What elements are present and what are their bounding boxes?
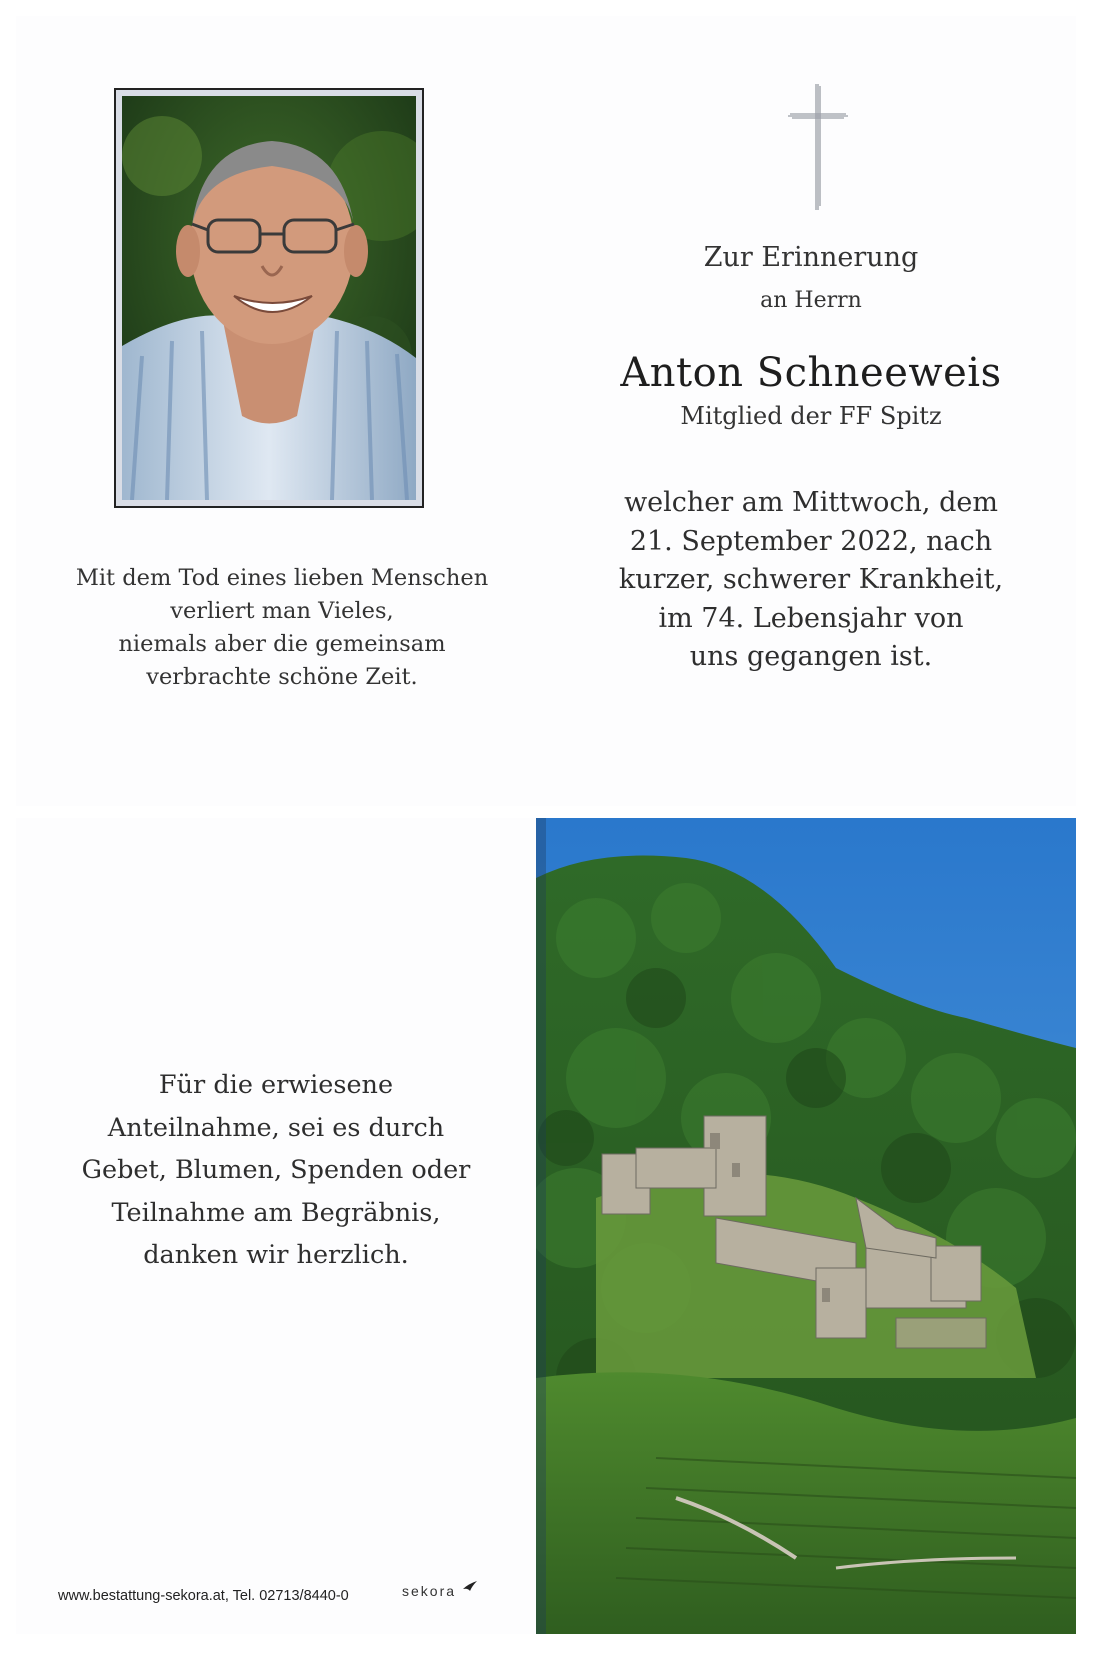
memorial-quote (32, 562, 532, 694)
quote-line: verbrachte schöne Zeit. (146, 664, 418, 690)
bird-logo-icon (462, 1580, 478, 1592)
portrait-frame (114, 88, 424, 508)
panel-portrait (16, 16, 546, 806)
panel-thanks (16, 818, 536, 1634)
body-line: kurzer, schwerer Krankheit, (618, 564, 1004, 595)
castle-ruin-landscape (536, 818, 1076, 1634)
sekora-logo: sekora (402, 1583, 457, 1599)
subheading: an Herrn (760, 288, 862, 313)
body-line: 21. September 2022, nach (629, 525, 993, 557)
panel-memorial-text (546, 16, 1076, 806)
portrait-photo (122, 96, 416, 500)
heading: Zur Erinnerung (703, 242, 919, 273)
thanks-line: Für die erwiesene (158, 1070, 394, 1100)
thanks-line: Gebet, Blumen, Spenden oder (81, 1155, 471, 1185)
thanks-line: danken wir herzlich. (143, 1240, 409, 1270)
footer-contact: www.bestattung-sekora.at, Tel. 02713/8440-0 (58, 1588, 349, 1604)
quote-line: verliert man Vieles, (170, 598, 394, 624)
membership: Mitglied der FF Spitz (680, 402, 942, 430)
cross-icon (788, 84, 848, 210)
deceased-name: Anton Schneeweis (620, 350, 1002, 396)
thanks-line: Teilnahme am Begräbnis, (111, 1197, 441, 1228)
quote-line: Mit dem Tod eines lieben Menschen (75, 565, 489, 591)
thanks-line: Anteilnahme, sei es durch (107, 1112, 445, 1143)
thanks-text (16, 1064, 536, 1277)
body-line: im 74. Lebensjahr von (658, 602, 964, 634)
body-line: uns gegangen ist. (689, 641, 933, 672)
memorial-body (546, 484, 1076, 677)
panel-landscape (536, 818, 1076, 1634)
body-line: welcher am Mittwoch, dem (624, 487, 998, 518)
quote-line: niemals aber die gemeinsam (118, 631, 446, 657)
